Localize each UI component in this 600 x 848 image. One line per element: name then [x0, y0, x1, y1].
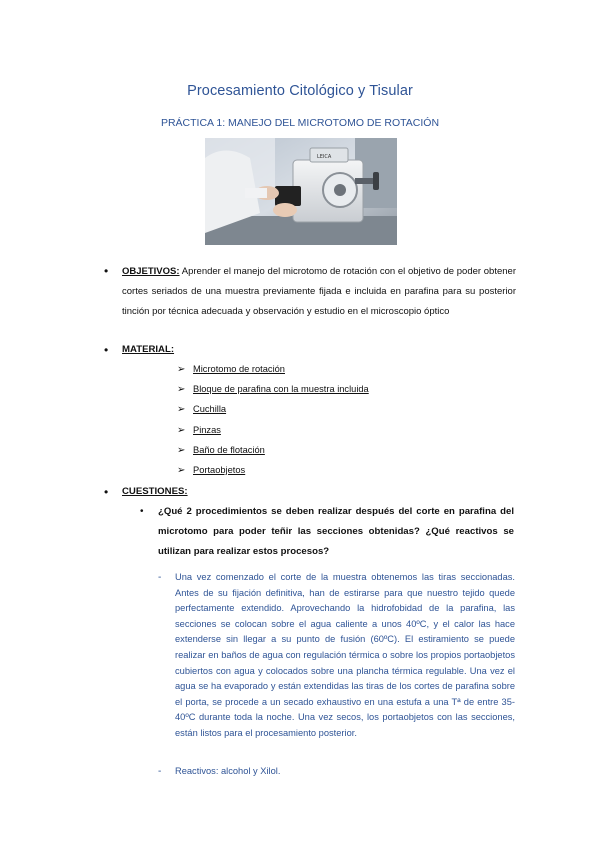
bullet-material: •	[104, 343, 109, 357]
answer-dash: -	[158, 766, 162, 777]
question-1: ¿Qué 2 procedimientos se deben realizar después del corte en parafina del microtomo para poder teñir las secciones obtenidas? ¿Qué reactivos se utilizan para realizar estos procesos?	[158, 506, 514, 557]
answer-1-paragraph: Una vez comenzado el corte de la muestra obtenemos las tiras seccionadas. Antes de su fijación definitiva, han de estirarse para que nuestro tejido quede perfectamente extendido. Aprovechando la hidrofobidad de la parafina, las secciones se colocan sobre el agua caliente a unos 40ºC, y el calor las hace extenderse sin llegar a su punto de fusión (60ºC). El estiramiento se puede realizar en baños de agua con regulación térmica o sobre los propios portaobjetos cubiertos con agua y colocados sobre una plancha térmica regulable. Una vez el agua se ha evaporado y están extendidas las tiras de los cortes de parafina sobre el porta, se procede a un secado exhaustivo en una estufa a una Tª de entre 35-40ºC durante toda la noche. Una vez secos, los portaobjetos con las secciones, están listos para el procesamiento posterior.	[175, 572, 515, 738]
bullet-question-1: •	[140, 506, 144, 517]
bullet-questions: •	[104, 485, 109, 499]
answer-dash: -	[158, 572, 162, 583]
microtome-photo	[205, 138, 397, 245]
bullet-objectives: •	[104, 264, 109, 278]
answer-2-reagents: Reactivos: alcohol y Xilol.	[175, 766, 281, 776]
material-item: ➢ Pinzas	[177, 425, 221, 436]
objectives-text: Aprender el manejo del microtomo de rotación con el objetivo de poder obtener cortes seriados de una muestra previamente fijada e incluida en parafina para su posterior tinción por técnica adecuada y observación y estudio en el microscopio óptico	[122, 266, 516, 317]
material-item: ➢ Cuchilla	[177, 404, 227, 415]
document-title: Procesamiento Citológico y Tisular	[187, 83, 413, 99]
questions-heading: CUESTIONES:	[122, 486, 188, 497]
material-item: ➢ Portaobjetos	[177, 465, 246, 476]
material-item: ➢ Baño de flotación	[177, 445, 265, 456]
practice-subtitle: PRÁCTICA 1: MANEJO DEL MICROTOMO DE ROTACIÓN	[160, 117, 440, 129]
machine-brand-label: LEICA	[317, 154, 332, 160]
objectives-paragraph	[122, 262, 516, 322]
material-item: ➢ Microtomo de rotación	[177, 364, 285, 375]
objectives-label: OBJETIVOS:	[122, 266, 180, 277]
material-item: ➢ Bloque de parafina con la muestra incluida	[177, 384, 369, 395]
material-heading: MATERIAL:	[122, 344, 175, 355]
